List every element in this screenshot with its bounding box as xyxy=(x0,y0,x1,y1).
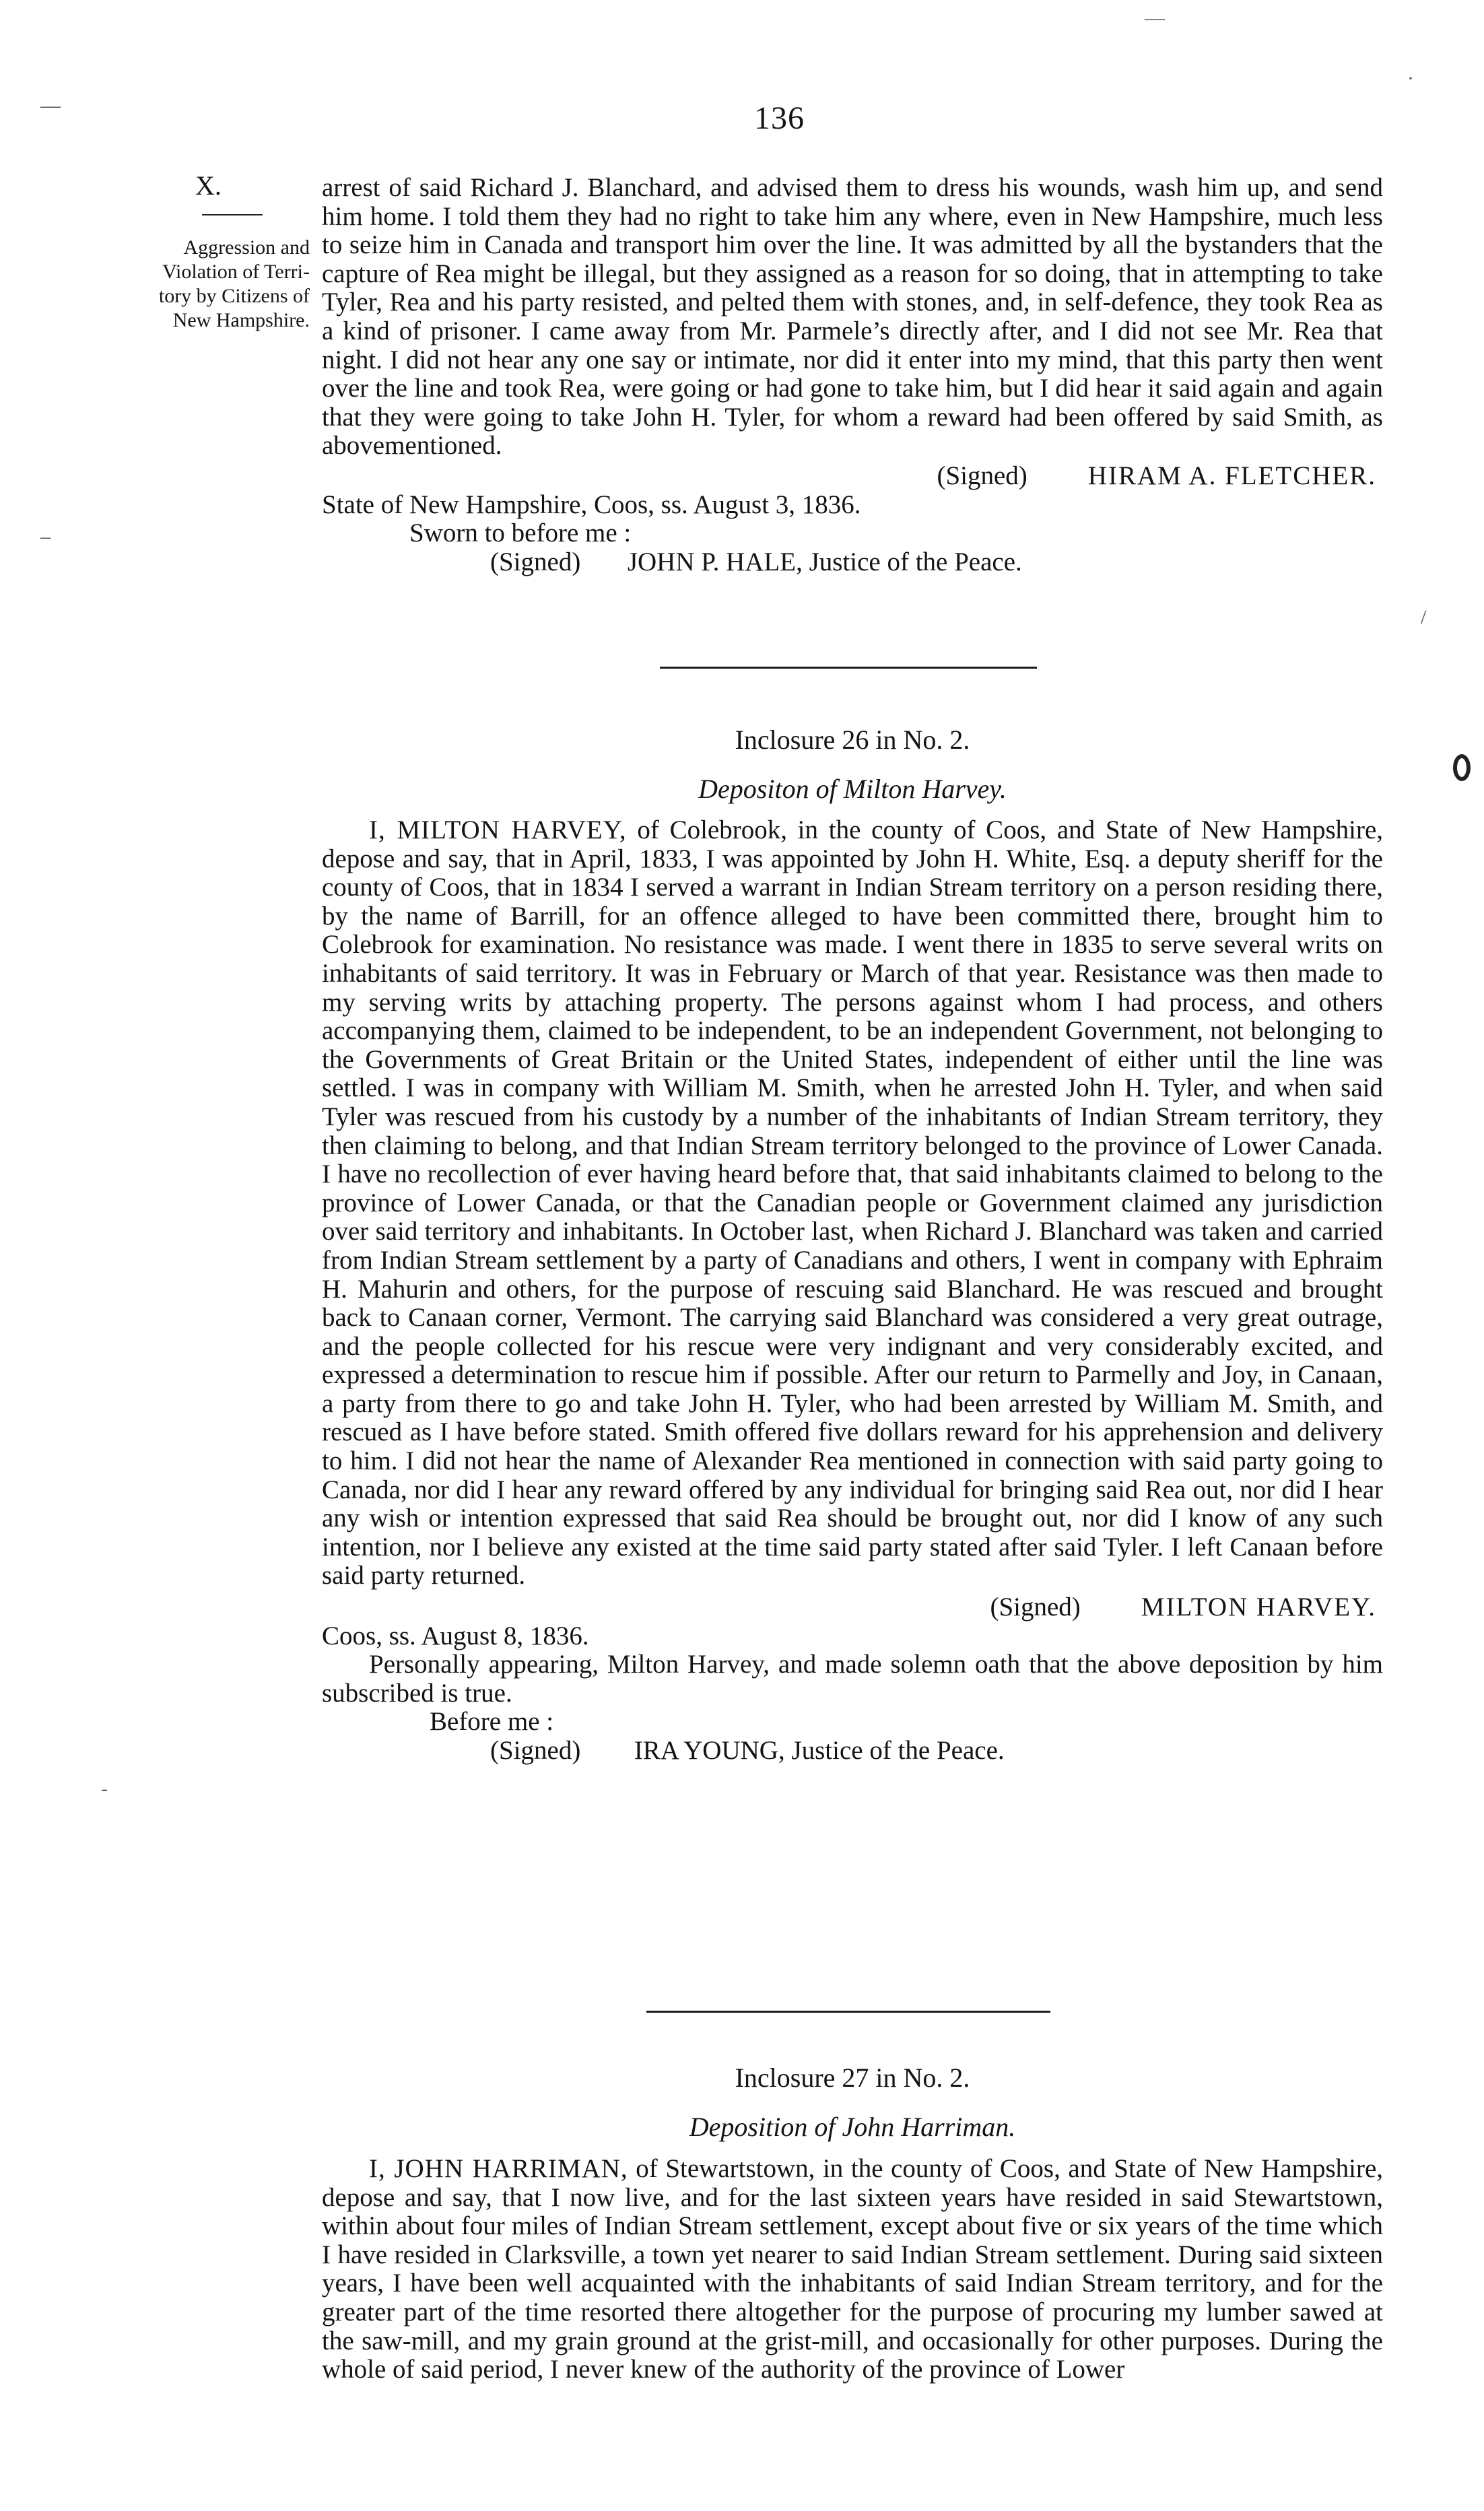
sworn-line: Sworn to before me : xyxy=(409,518,632,548)
deposition-title: Depositon of Milton Harvey. xyxy=(698,774,1007,804)
deponent-lead: I, JOHN HARRIMAN, xyxy=(369,2154,628,2183)
fletcher-deposition xyxy=(322,174,1383,576)
deposition-title: Deposition of John Harriman. xyxy=(689,2112,1016,2142)
official-line xyxy=(322,1737,1383,1766)
harvey-deposition xyxy=(322,816,1383,1766)
fletcher-signature-line xyxy=(322,462,1383,491)
jurat-text: Personally appearing, Milton Harvey, and made solemn oath that the above deposition by him subscribed is true. xyxy=(322,1650,1383,1708)
margin-subject-line: New Hampshire. xyxy=(172,309,310,331)
margin-subject-line: Violation of Terri- xyxy=(162,261,310,283)
margin-mark: X. xyxy=(195,170,222,201)
official-title: Justice of the Peace. xyxy=(809,547,1022,576)
deponent-signature: HIRAM A. FLETCHER. xyxy=(1087,461,1376,490)
margin-subject-line: Aggression and xyxy=(183,236,310,259)
fletcher-paragraph: arrest of said Richard J. Blanchard, and advised them to dress his wounds, wash him up, and send him home. I told them they had no right to take him any where, even in New Hampshire, much less to seize him in Canada and transport him over the line. It was admitted by all the bystanders that the capture of Rea might be illegal, but they assigned as a reason for so doing, that in attempting to take Tyler, Rea and his party resisted, and pelted them with stones, and, in self-defence, they took Rea as a kind of prisoner. I came away from Mr. Parmele’s directly after, and I did not see Mr. Rea that night. I did not hear any one say or intimate, nor did it enter into my mind, that this party then went over the line and took Rea, were going or had gone to take him, but I did hear it said again and again that they were going to take John H. Tyler, for whom a reward had been offered by said Smith, as abovementioned. xyxy=(322,173,1383,461)
ink-blot xyxy=(1453,754,1471,781)
before-me-line: Before me : xyxy=(430,1707,554,1737)
margin-subject-note xyxy=(67,236,310,333)
signed-label: (Signed) xyxy=(990,1593,1081,1622)
speck-mark: / xyxy=(1421,606,1427,628)
speck-mark: — xyxy=(40,94,61,116)
page-number: 136 xyxy=(754,100,805,136)
jurat-place: State of New Hampshire, Coos, ss. August 3, 1836. xyxy=(322,490,861,519)
speck-mark: – xyxy=(40,525,50,547)
official-line xyxy=(322,548,1383,577)
official-signed-label: (Signed) xyxy=(490,547,581,576)
speck-mark: — xyxy=(1145,7,1165,29)
harriman-paragraph xyxy=(322,2155,1383,2384)
section-rule xyxy=(660,667,1037,669)
deponent-signature: MILTON HARVEY. xyxy=(1141,1593,1376,1622)
official-name: IRA YOUNG, xyxy=(634,1736,785,1765)
official-title: Justice of the Peace. xyxy=(791,1736,1005,1765)
section-rule xyxy=(646,2011,1050,2013)
margin-subject-line: tory by Citizens of xyxy=(158,285,310,307)
official-signed-label: (Signed) xyxy=(490,1736,581,1765)
harriman-deposition xyxy=(322,2155,1383,2384)
speck-mark: - xyxy=(101,1778,108,1800)
inclosure-heading: Inclosure 26 in No. 2. xyxy=(735,725,970,755)
harvey-paragraph xyxy=(322,816,1383,1591)
harvey-paragraph-text: of Colebrook, in the county of Coos, and State of New Hampshire, depose and say, that in April, 1833, I was appointed by John H. White, Esq. a deputy sheriff for the county of Coos, that in 1834 I served a warrant in Indian Stream territory on a person residing there, by the name of Barrill, for an offence alleged to have been committed there, brought him to Colebrook for examination. No resistance was made. I went there in 1835 to serve several writs on inhabitants of said territory. It was in February or March of that year. Resistance was then made to my serving writs by attaching property. The persons against whom I had process, and others accompanying them, claimed to be independent, to be an independent Government, not belonging to the Governments of Great Britain or the United States, independent of either until the line was settled. I was in company with William M. Smith, when he arrested John H. Tyler, and when said Tyler was rescued from his custody by a number of the inhabitants of Indian Stream territory, they then claiming to belong, and that Indian Stream territory belonged to the province of Lower Canada. I have no recollection of ever having heard before that, that said inhabitants claimed to belong to the province of Lower Canada, or that the Canadian people or Government claimed any jurisdiction over said territory and inhabitants. In October last, when Richard J. Blanchard was taken and carried from Indian Stream settlement by a party of Canadians and others, I went in company with Ephraim H. Mahurin and others, for the purpose of rescuing said Blanchard. He was rescued and brought back to Canaan corner, Vermont. The carrying said Blanchard was considered a very great outrage, and the people collected for his rescue were very indignant and very considerably excited, and expressed a determination to rescue him if possible. After our return to Parmelly and Joy, in Canaan, a party from there to go and take John H. Tyler, who had been arrested by William M. Smith, and rescued as I have before stated. Smith offered five dollars reward for his apprehension and delivery to him. I did not hear the name of Alexander Rea mentioned in connection with said party going to Canada, nor did I hear any reward offered by any individual for bringing said Rea out, nor did I hear any wish or intention expressed that said Rea should be brought out, nor did I know of any such intention, nor I believe any existed at the time said party stated after said Tyler. I left Canaan before said party returned. xyxy=(322,815,1384,1591)
deponent-lead: I, MILTON HARVEY, xyxy=(369,815,627,844)
harriman-paragraph-text: of Stewartstown, in the county of Coos, and State of New Hampshire, depose and say, that I now live, and for the last sixteen years have resided in said Stewartstown, within about four miles of Indian Stream settlement, except about five or six years of the time which I have resided in Clarksville, a town yet nearer to said Indian Stream settlement. During said sixteen years, I have been well acquainted with the inhabitants of said Indian Stream territory, and for the greater part of the time resorted there altogether for the purpose of procuring my lumber sawed at the saw-mill, and my grain ground at the grist-mill, and occasionally for other purposes. During the whole of said period, I never knew of the authority of the province of Lower xyxy=(322,2154,1383,2384)
signed-label: (Signed) xyxy=(937,461,1027,490)
jurat-place: Coos, ss. August 8, 1836. xyxy=(322,1621,589,1650)
harvey-signature-line xyxy=(322,1593,1383,1622)
official-name: JOHN P. HALE, xyxy=(627,547,803,576)
margin-divider xyxy=(202,214,263,215)
speck-mark: · xyxy=(1407,67,1414,90)
inclosure-heading: Inclosure 27 in No. 2. xyxy=(735,2063,970,2093)
